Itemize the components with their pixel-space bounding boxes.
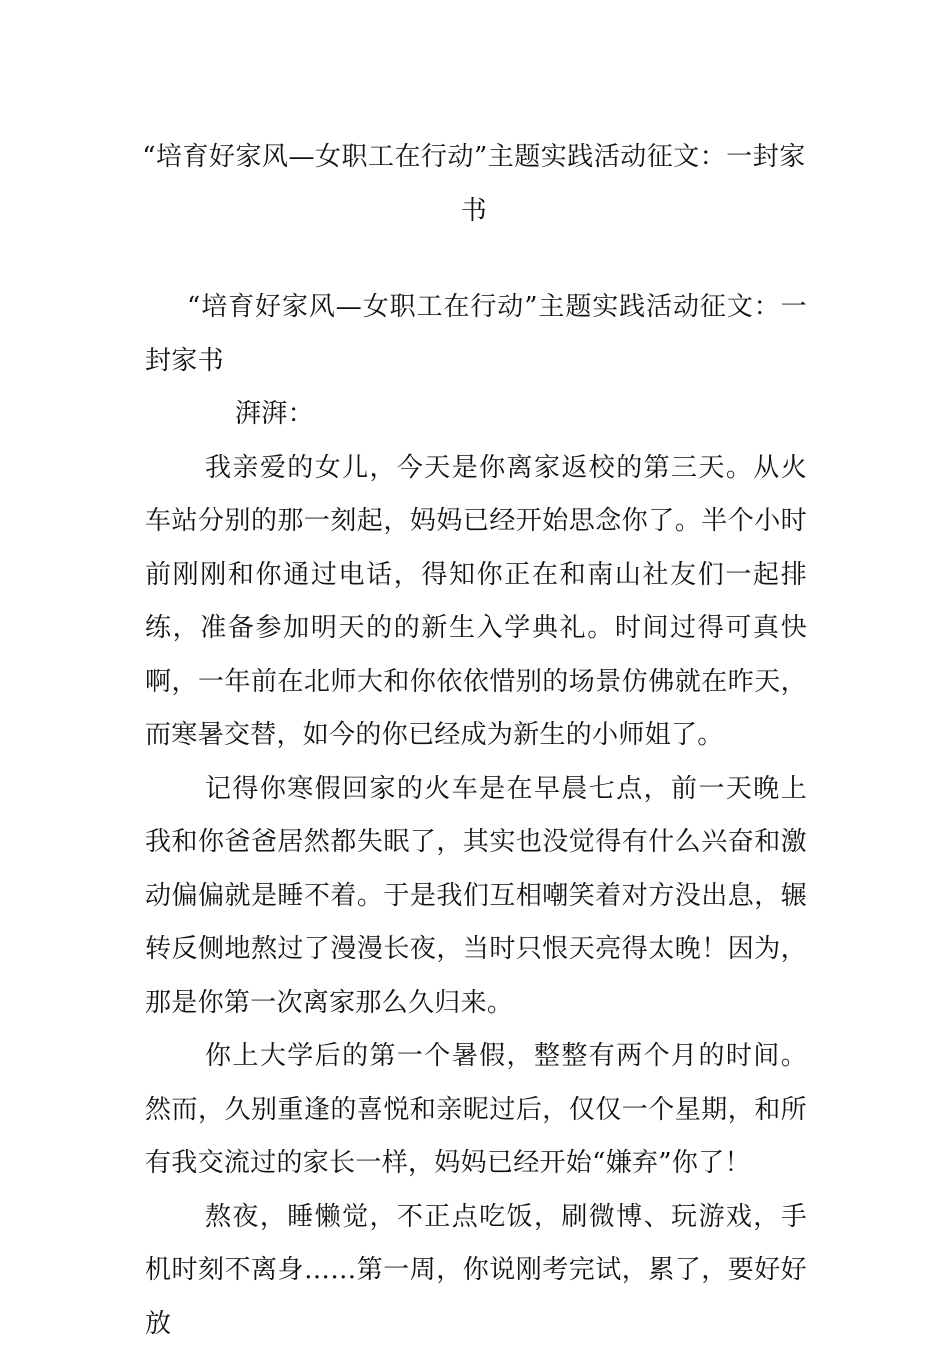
paragraph: 你上大学后的第一个暑假，整整有两个月的时间。然而，久别重逢的喜悦和亲昵过后，仅仅一个星期，和所有我交流过的家长一样，妈妈已经开始“嫌弃”你了！	[145, 1030, 807, 1191]
document-subtitle: “培育好家风—女职工在行动”主题实践活动征文：一封家书	[145, 281, 807, 388]
paragraph: 我亲爱的女儿，今天是你离家返校的第三天。从火车站分别的那一刻起，妈妈已经开始思念你了。半个小时前刚刚和你通过电话，得知你正在和南山社友们一起排练，准备参加明天的的新生入学典礼。时间过得可真快啊，一年前在北师大和你依依惜别的场景仿佛就在昨天，而寒暑交替，如今的你已经成为新生的小师姐了。	[145, 442, 807, 763]
document-title: “培育好家风—女职工在行动”主题实践活动征文：一封家书	[140, 130, 808, 238]
letter-salutation: 湃湃：	[145, 388, 807, 442]
paragraph: 记得你寒假回家的火车是在早晨七点，前一天晚上我和你爸爸居然都失眠了，其实也没觉得有什么兴奋和激动偏偏就是睡不着。于是我们互相嘲笑着对方没出息，辗转反侧地熬过了漫漫长夜，当时只恨天亮得太晚！因为，那是你第一次离家那么久归来。	[145, 763, 807, 1031]
paragraph: 熬夜，睡懒觉，不正点吃饭，刷微博、玩游戏，手机时刻不离身……第一周，你说刚考完试，累了，要好好放	[145, 1191, 807, 1351]
document-body	[145, 281, 807, 1351]
